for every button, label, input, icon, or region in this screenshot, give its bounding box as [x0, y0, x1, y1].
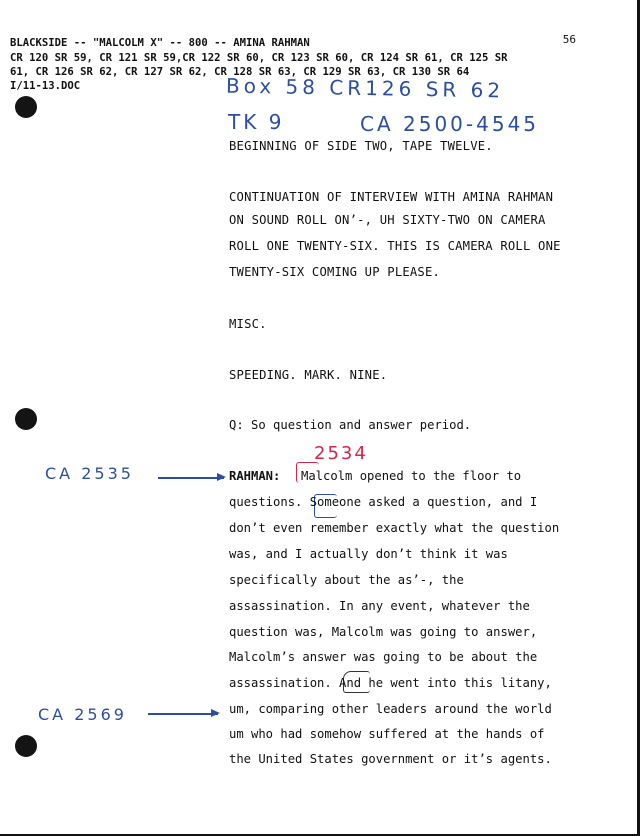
- interviewer-question: Q: So question and answer period.: [229, 418, 472, 432]
- answer-line-4: was, and I actually don’t think it was: [229, 547, 508, 561]
- continuation-line-1: CONTINUATION OF INTERVIEW WITH AMINA RAHMAN: [229, 190, 554, 204]
- page-number: 56: [562, 33, 576, 46]
- speaker-label: RAHMAN:: [229, 469, 281, 483]
- answer-line-6: assassination. In any event, whatever the: [229, 599, 530, 613]
- header-title-line: BLACKSIDE -- "MALCOLM X" -- 800 -- AMINA RAHMAN: [10, 37, 310, 49]
- continuation-line-3: ROLL ONE TWENTY-SIX. THIS IS CAMERA ROLL ONE: [229, 239, 561, 253]
- header-filename: I/11-13.DOC: [10, 80, 81, 92]
- header-roll-list-line-1: CR 120 SR 59, CR 121 SR 59,CR 122 SR 60, CR 123 SR 60, CR 124 SR 61, CR 125 SR: [10, 52, 508, 64]
- answer-line-2: questions. Someone asked a question, and I: [229, 495, 538, 509]
- arrow-to-answer-start: [158, 477, 224, 479]
- binder-hole-bottom: [15, 735, 37, 757]
- handwritten-ca-range: CA 2500-4545: [360, 112, 540, 136]
- binder-hole-top: [15, 96, 37, 118]
- speeding-mark-line: SPEEDING. MARK. NINE.: [229, 368, 388, 382]
- arrow-to-litany: [148, 713, 218, 715]
- binder-hole-middle: [15, 408, 37, 430]
- continuation-line-2: ON SOUND ROLL ON’-, UH SIXTY-TWO ON CAMERA: [229, 213, 546, 227]
- answer-line-3: don’t even remember exactly what the question: [229, 521, 560, 535]
- handwritten-tk-label: TK 9: [228, 110, 285, 134]
- handwritten-box-roll-note: Box 58 CR126 SR 62: [225, 73, 505, 103]
- answer-line-8: Malcolm’s answer was going to be about the: [229, 650, 538, 664]
- answer-line-5: specifically about the as’-, the: [229, 573, 464, 587]
- answer-line-10: um, comparing other leaders around the world: [229, 702, 552, 716]
- handwritten-margin-ca-2535: CA 2535: [45, 464, 134, 483]
- handwritten-red-timecode: 2534: [314, 443, 368, 464]
- continuation-line-4: TWENTY-SIX COMING UP PLEASE.: [229, 265, 441, 279]
- answer-line-11: um who had somehow suffered at the hands of: [229, 727, 545, 741]
- misc-label: MISC.: [229, 317, 267, 331]
- answer-line-7: question was, Malcolm was going to answer,: [229, 625, 538, 639]
- header-roll-list-line-2: 61, CR 126 SR 62, CR 127 SR 62, CR 128 SR 63, CR 129 SR 63, CR 130 SR 64: [10, 66, 470, 78]
- answer-line-1: Malcolm opened to the floor to: [301, 469, 522, 483]
- side-two-heading: BEGINNING OF SIDE TWO, TAPE TWELVE.: [229, 139, 493, 153]
- answer-line-9: assassination. And he went into this litany,: [229, 676, 552, 690]
- answer-line-12: the United States government or it’s agents.: [229, 752, 552, 766]
- handwritten-margin-ca-2569: CA 2569: [38, 705, 127, 724]
